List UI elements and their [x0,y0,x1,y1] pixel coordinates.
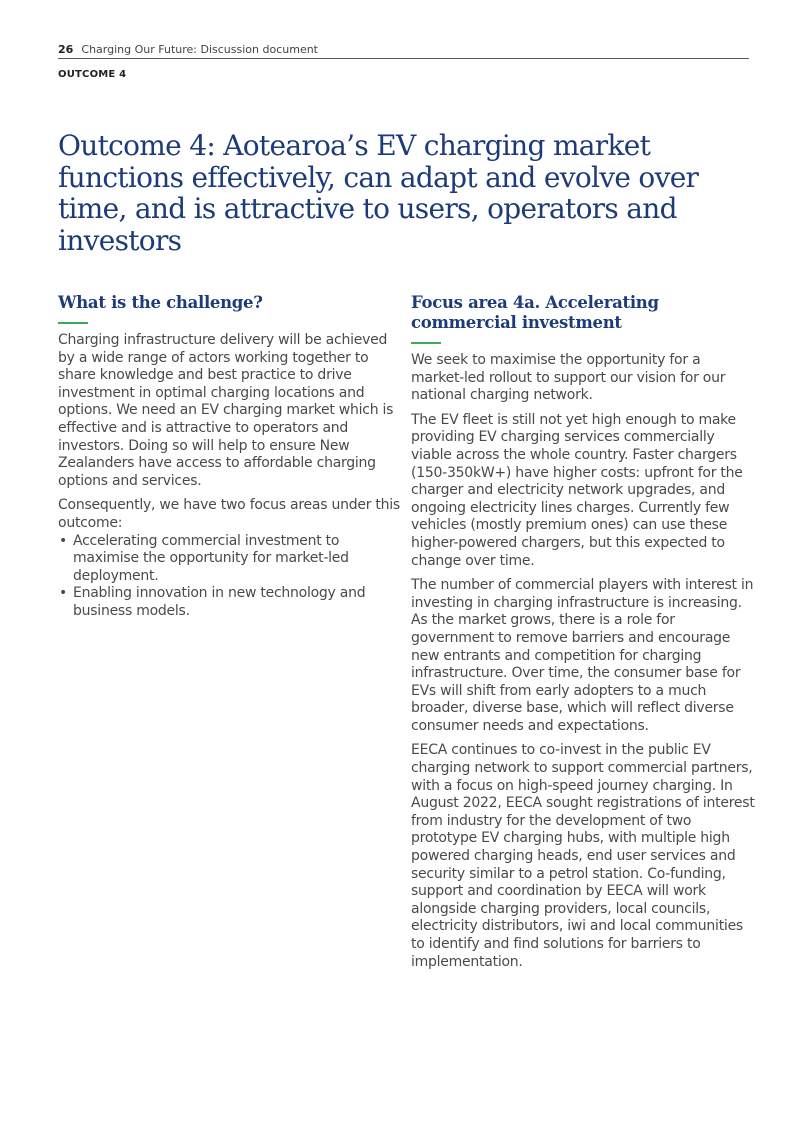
list-item: • Enabling innovation in new technology and business models. [59,585,366,619]
focus-area-column [411,293,756,978]
challenge-column [58,293,400,621]
page-number: 26 [58,43,74,56]
document-title: Charging Our Future: Discussion document [81,43,318,56]
heading-accent-rule [58,322,88,324]
challenge-paragraph: Charging infrastructure delivery will be achieved by a wide range of actors working together to share knowledge and best practice to drive investment in optimal charging locations and options. We need an EV charging market which is effective and is attractive to operators and investors. Doing so will help to ensure New Zealanders have access to affordable charging options and services. [58,332,394,489]
focus-area-paragraph: The EV fleet is still not yet high enough to make providing EV charging services commercially viable across the whole country. Faster chargers (150-350kW+) have higher costs: upfront for the charger and electricity network upgrades, and ongoing electricity lines charges. Currently few vehicles (mostly premium ones) can use these higher-powered chargers, but this expected to change over time. [411,411,743,569]
page-title: Outcome 4: Aotearoa’s EV charging market functions effectively, can adapt and evolve over time, and is attractive to users, operators and investors [58,129,699,257]
focus-area-heading: Focus area 4a. Accelerating commercial investment [411,293,659,332]
bullet-icon: • [59,585,68,602]
focus-area-list [58,533,400,621]
page-header [58,38,749,59]
list-item: • Accelerating commercial investment to maximise the opportunity for market-led deployment. [59,532,349,584]
heading-accent-rule [411,342,441,344]
section-label: OUTCOME 4 [58,69,127,80]
challenge-paragraph: Consequently, we have two focus areas under this outcome: [58,497,400,531]
focus-area-paragraph: We seek to maximise the opportunity for a market-led rollout to support our vision for our national charging network. [411,352,726,404]
challenge-heading: What is the challenge? [58,293,263,312]
focus-area-paragraph: EECA continues to co-invest in the public EV charging network to support commercial partners, with a focus on high-speed journey charging. In August 2022, EECA sought registrations of interest from industry for the development of two prototype EV charging hubs, with multiple high powered charging heads, end user services and security similar to a petrol station. Co-funding, support and coordination by EECA will work alongside charging providers, local councils, electricity distributors, iwi and local communities to identify and find solutions for barriers to implementation. [411,742,755,970]
focus-area-paragraph: The number of commercial players with interest in investing in charging infrastructure is increasing. As the market grows, there is a role for government to remove barriers and encourage new entrants and competition for charging infrastructure. Over time, the consumer base for EVs will shift from early adopters to a much broader, diverse base, which will reflect diverse consumer needs and expectations. [411,577,754,734]
bullet-icon: • [59,532,68,549]
